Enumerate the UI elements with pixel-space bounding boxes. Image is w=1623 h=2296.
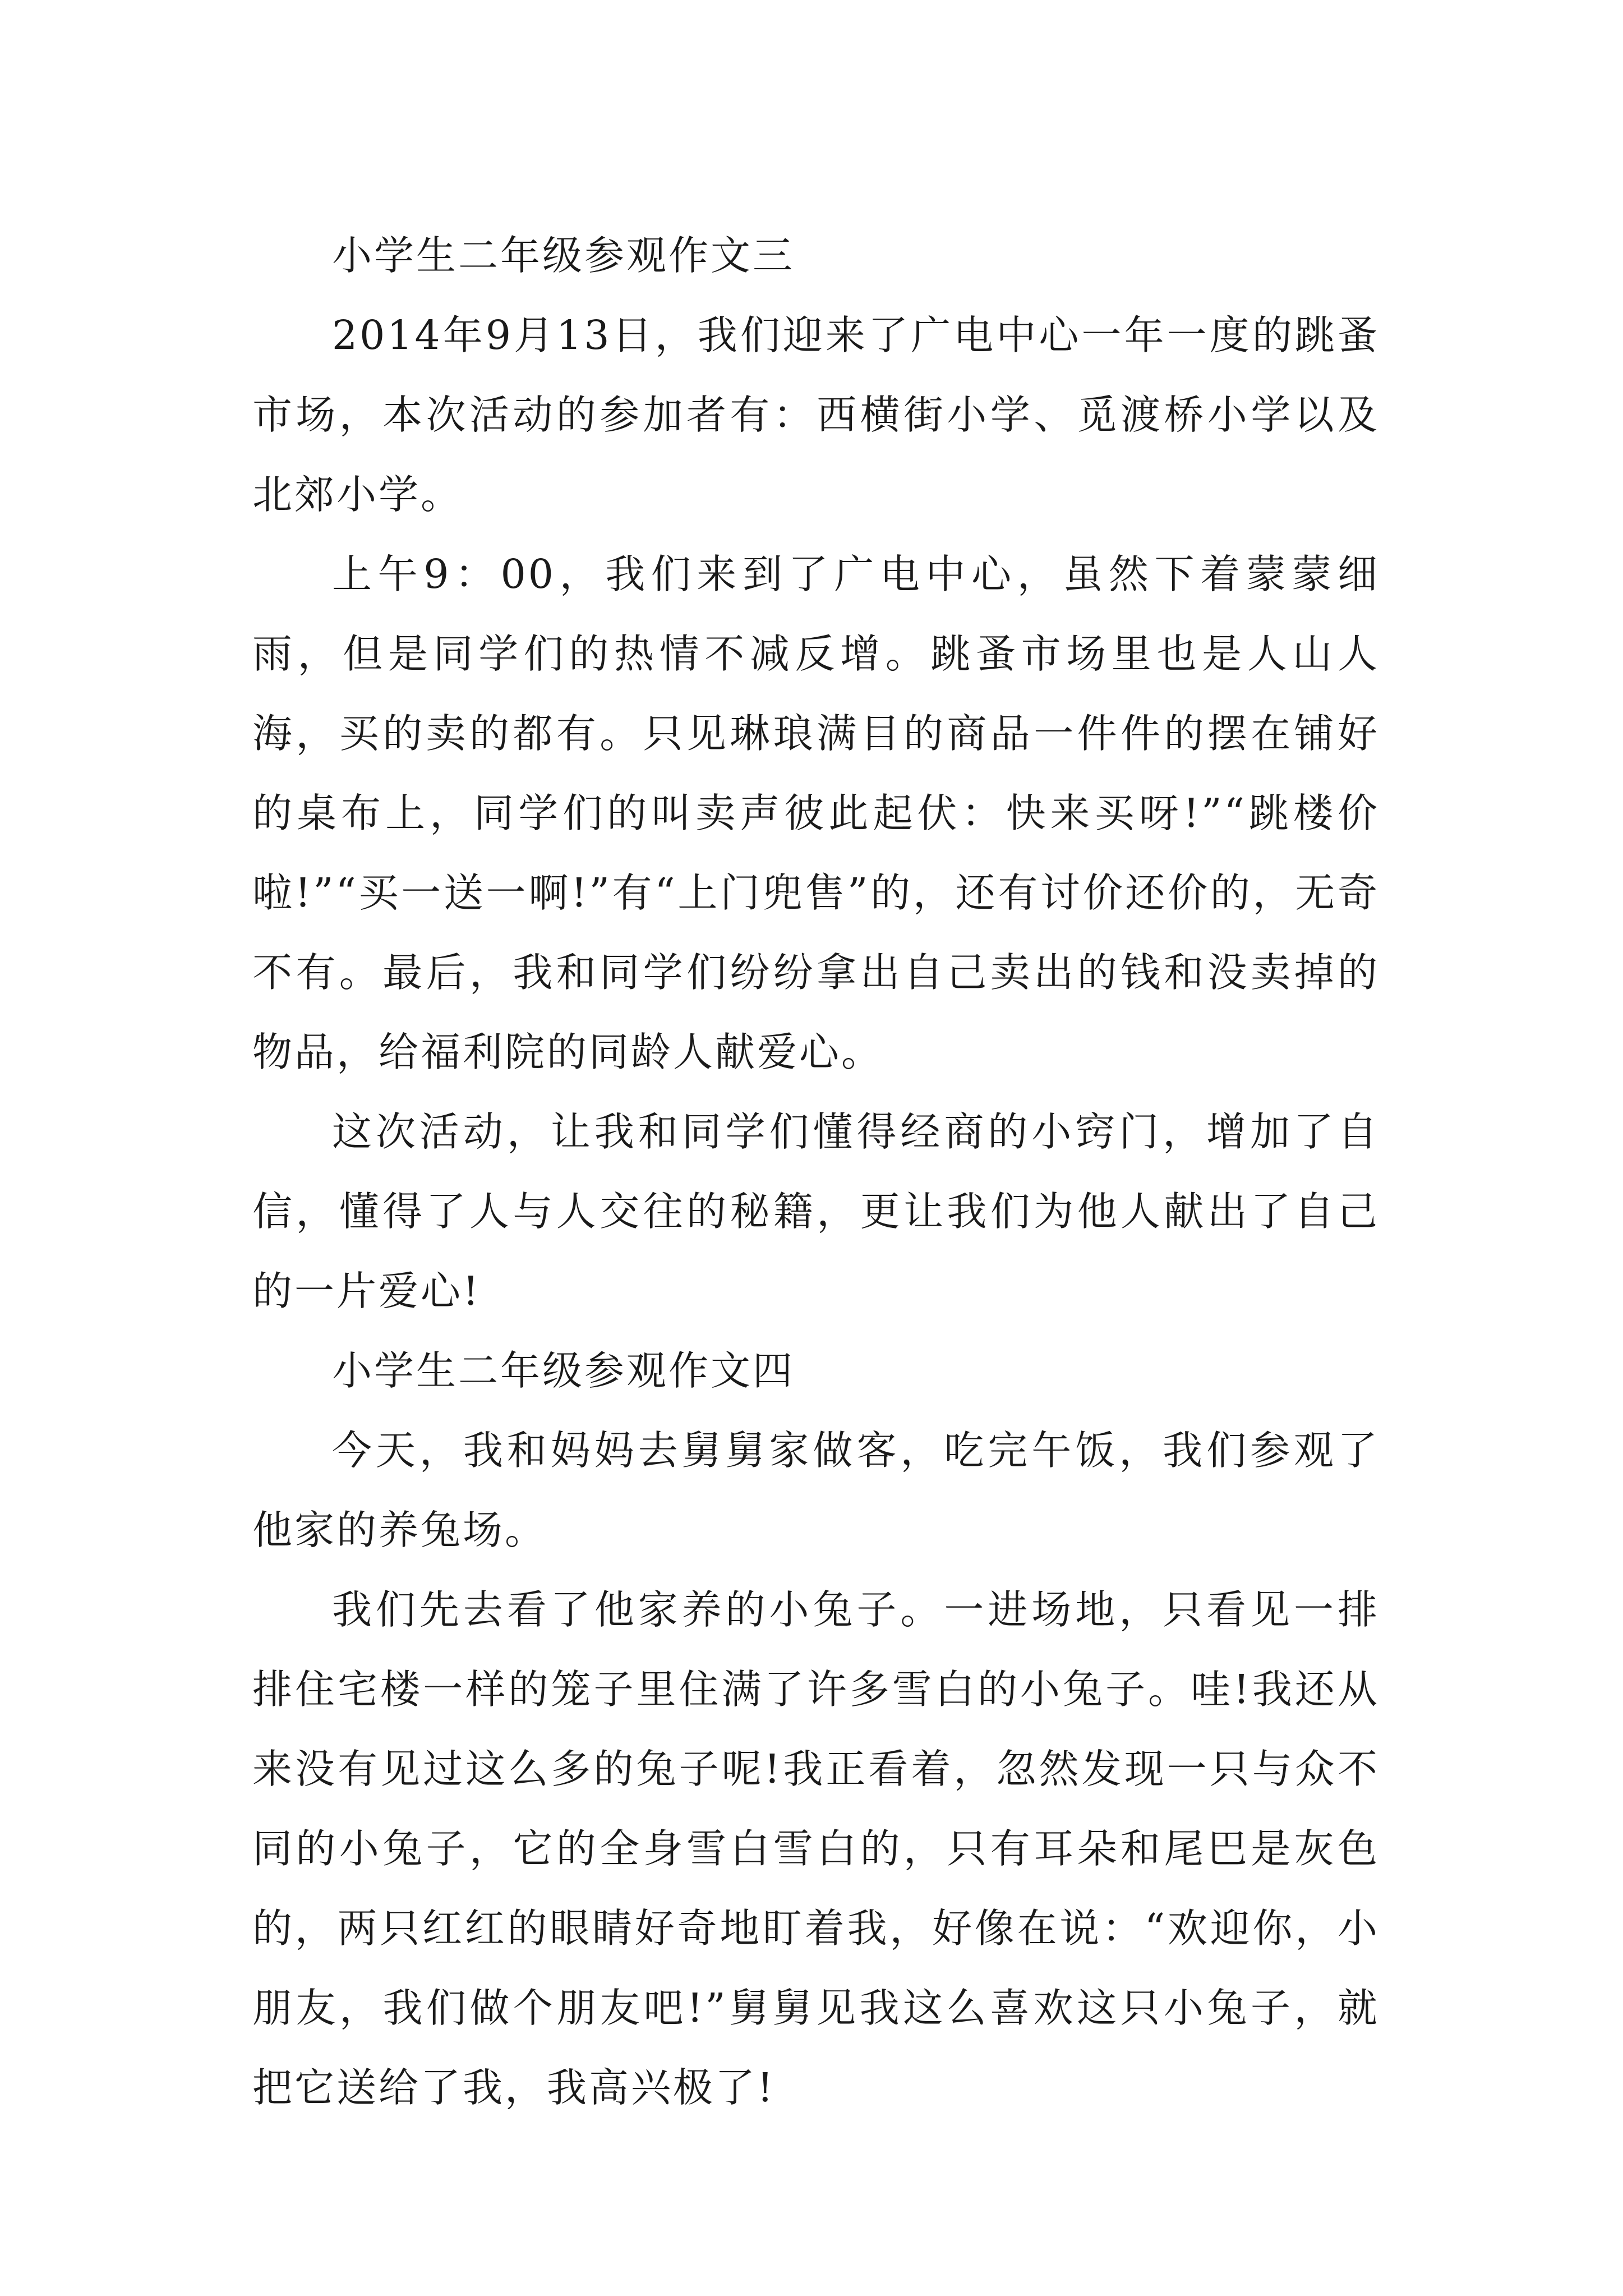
essay-4-heading: 小学生二年级参观作文四: [332, 1347, 795, 1394]
essay-3-paragraph-2: 上午9：00，我们来到了广电中心，虽然下着蒙蒙细雨，但是同学们的热情不减反增。跳蚤市场里也是人山人海，买的卖的都有。只见琳琅满目的商品一件件的摆在铺好的桌布上，同学们的叫卖声彼此起伏：快来买呀!”“跳楼价啦!”“买一送一啊!”有“上门兜售”的，还有讨价还价的，无奇不有。最后，我和同学们纷纷拿出自己卖出的钱和没卖掉的物品，给福利院的同龄人献爱心。: [252, 551, 1380, 1075]
essay-3-paragraph-1: 2014年9月13日，我们迎来了广电中心一年一度的跳蚤市场，本次活动的参加者有：西横街小学、觅渡桥小学以及北郊小学。: [252, 312, 1380, 518]
essay-4-paragraph-2: 我们先去看了他家养的小兔子。一进场地，只看见一排排住宅楼一样的笼子里住满了许多雪白的小兔子。哇!我还从来没有见过这么多的兔子呢!我正看着，忽然发现一只与众不同的小兔子，它的全身雪白雪白的，只有耳朵和尾巴是灰色的，两只红红的眼睛好奇地盯着我，好像在说：“欢迎你，小朋友，我们做个朋友吧!”舅舅见我这么喜欢这只小兔子，就把它送给了我，我高兴极了!: [252, 1586, 1380, 2111]
essay-3-heading: 小学生二年级参观作文三: [332, 232, 795, 279]
document-body: [252, 216, 1380, 2128]
essay-4-paragraph-1: 今天，我和妈妈去舅舅家做客，吃完午饭，我们参观了他家的养兔场。: [252, 1427, 1380, 1553]
essay-3-paragraph-3: 这次活动，让我和同学们懂得经商的小窍门，增加了自信，懂得了人与人交往的秘籍，更让我们为他人献出了自己的一片爱心!: [252, 1108, 1380, 1314]
